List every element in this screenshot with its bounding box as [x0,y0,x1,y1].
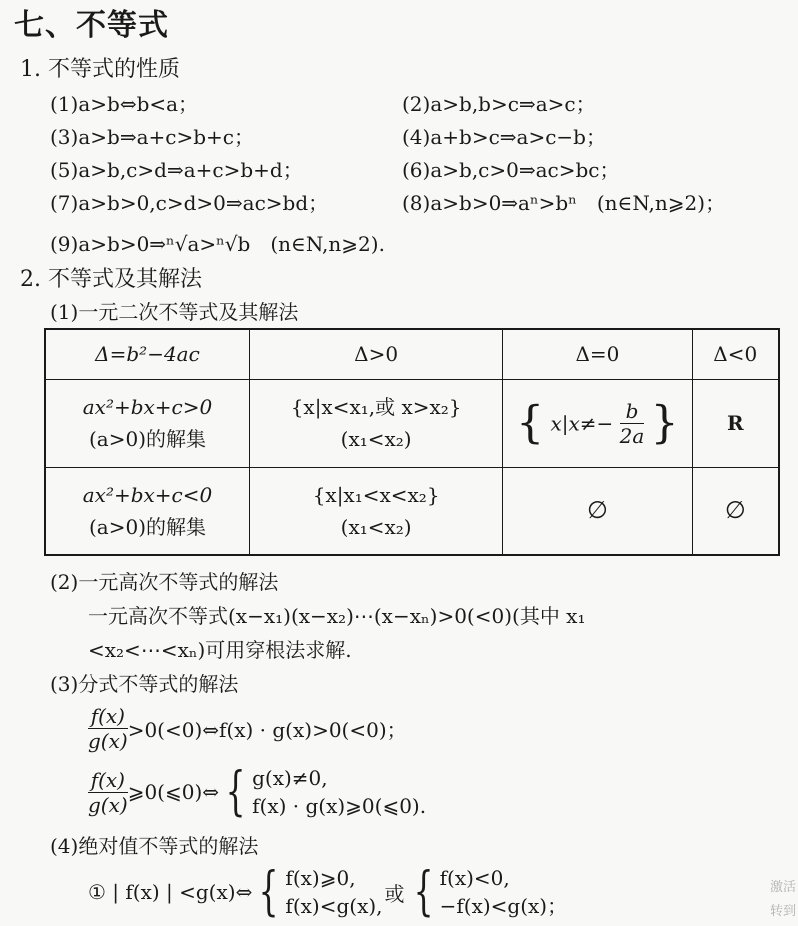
quadratic-inequality-table [44,328,780,556]
cell-text: ax²+bx+c>0 [82,395,213,419]
fraction-inequality-2 [88,764,426,820]
condition-line: f(x)<0, [439,866,510,890]
left-brace: { [413,862,433,922]
condition-line: f(x)⩾0, [285,866,356,890]
cell-text: ax²+bx+c<0 [82,482,213,507]
table-cell [692,467,779,555]
absolute-inequality-1 [88,864,567,920]
property-4: (4)a+b>c⇒a>c−b； [402,125,606,149]
fraction [620,399,645,448]
or-text: 或 [384,881,405,906]
cell-text: {x|x₁<x<x₂} [312,482,440,507]
cell-text: Δ>0 [354,342,399,367]
inequality-text: ① | f(x) | <g(x)⇔ [88,880,253,904]
property-1: (1)a>b⇔b<a； [50,92,199,116]
inequality-text: >0(<0)⇔f(x) · g(x)>0(<0)； [127,718,407,742]
section-1-heading: 1. 不等式的性质 [20,57,180,82]
table-cell [45,467,249,555]
condition-line: g(x)≠0, [252,766,328,790]
cell-text: (a>0)的解集 [88,427,206,451]
property-2: (2)a>b,b>c⇒a>c； [402,92,596,116]
fraction-numerator: f(x) [88,704,128,729]
property-6: (6)a>b,c>0⇒ac>bc； [402,158,620,182]
table-cell [503,379,692,467]
subsection-4-heading: (4)绝对值不等式的解法 [50,834,259,858]
table-cell [249,467,502,555]
subsection-3-heading: (3)分式不等式的解法 [50,672,239,696]
condition-line: f(x) · g(x)⩾0(⩽0). [252,794,427,818]
fraction-denominator: g(x) [88,729,128,753]
cell-text: (x₁<x₂) [340,514,412,539]
page-title: 七、不等式 [14,8,169,43]
condition-line: f(x)<g(x), [285,894,383,918]
property-8: (8)a>b>0⇒aⁿ>bⁿ (n∈N,n⩾2)； [402,191,726,215]
table-row [45,467,779,555]
left-brace: { [225,762,246,822]
condition-system [285,864,382,920]
cell-text: Δ=0 [575,342,620,367]
table-cell [249,329,502,379]
fraction-numerator: b [620,399,645,424]
subsection-2-text-line-1: 一元高次不等式(x−x₁)(x−x₂)⋯(x−xₙ)>0(<0)(其中 x₁ [88,604,586,628]
table-header-row [45,329,779,379]
section-2-heading: 2. 不等式及其解法 [20,267,202,292]
fraction-inequality-1 [88,704,407,753]
cell-text: R [726,411,744,435]
inequality-text: ⩾0(⩽0)⇔ [127,780,220,804]
table-cell [692,379,779,467]
property-5: (5)a>b,c>d⇒a+c>b+d； [50,158,303,182]
cell-text: x|x≠− [550,411,614,435]
cell-text: {x|x<x₁,或 x>x₂} [290,395,462,419]
table-cell [503,467,692,555]
table-row [45,379,779,467]
condition-system [440,864,568,920]
cell-text: ∅ [724,496,746,525]
right-brace: } [650,397,679,448]
fraction [88,704,128,753]
table-cell [45,379,249,467]
table-cell [249,379,502,467]
subsection-2-heading: (2)一元高次不等式的解法 [50,570,279,594]
property-9: (9)a>b>0⇒ⁿ√a>ⁿ√b (n∈N,n⩾2). [50,232,385,256]
fraction-denominator: 2a [619,423,645,448]
fraction [88,768,128,817]
subsection-2-text-line-2: <x₂<⋯<xₙ)可用穿根法求解. [88,638,352,662]
cell-text: Δ=b²−4ac [95,342,200,367]
left-brace: { [258,862,279,922]
watermark-line-2: 转到 [769,904,796,919]
table-cell [503,329,692,379]
cell-text: Δ<0 [713,342,758,367]
cell-text: (a>0)的解集 [88,514,206,539]
left-brace: { [516,397,545,448]
property-7: (7)a>b>0,c>d>0⇒ac>bd； [50,191,329,215]
table-cell [692,329,779,379]
condition-line: −f(x)<g(x)； [439,894,568,918]
cell-text: ∅ [586,496,608,525]
fraction-numerator: f(x) [88,768,128,793]
table-cell [45,329,249,379]
fraction-denominator: g(x) [88,792,128,817]
watermark-line-1: 激活 [769,880,796,895]
subsection-1-heading: (1)一元二次不等式及其解法 [50,300,299,324]
cell-text: (x₁<x₂) [340,427,412,451]
property-3: (3)a>b⇒a+c>b+c； [50,125,254,149]
condition-system [252,764,426,820]
